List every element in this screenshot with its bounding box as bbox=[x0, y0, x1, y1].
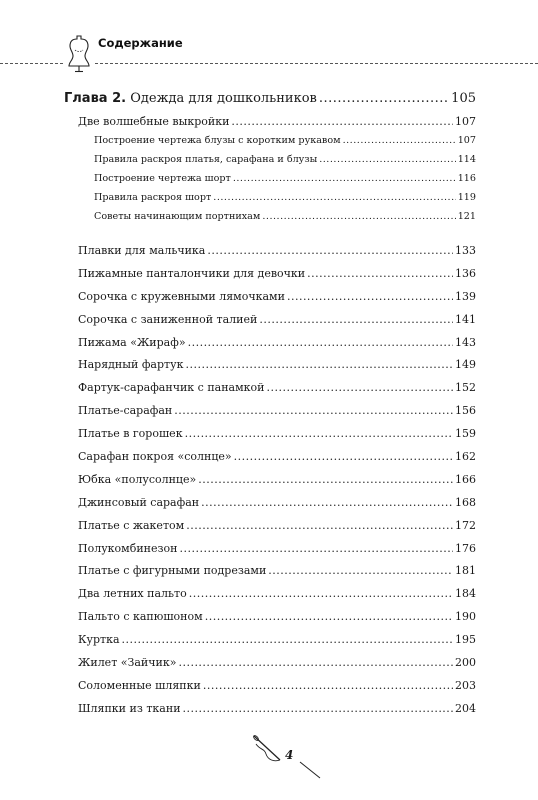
toc-entry bbox=[64, 332, 476, 355]
toc-page: 162 bbox=[455, 450, 476, 464]
dot-leader bbox=[179, 538, 453, 561]
toc-entry bbox=[64, 606, 476, 629]
toc-page: 156 bbox=[455, 404, 476, 418]
toc-entry bbox=[64, 492, 476, 515]
toc-page: 119 bbox=[457, 192, 476, 203]
dot-leader bbox=[185, 354, 453, 377]
toc-page: 176 bbox=[455, 541, 476, 555]
header-title: Содержание bbox=[98, 36, 183, 50]
toc-entry bbox=[64, 354, 476, 377]
dot-leader bbox=[231, 112, 453, 131]
toc-page: 121 bbox=[457, 211, 476, 222]
toc-entry bbox=[64, 652, 476, 675]
dot-leader bbox=[267, 377, 454, 400]
toc-entry bbox=[64, 560, 476, 583]
dot-leader bbox=[234, 446, 453, 469]
toc-page: 203 bbox=[455, 678, 476, 692]
toc-title: Правила раскроя платья, сарафана и блузы bbox=[94, 154, 318, 165]
toc-page: 141 bbox=[455, 312, 476, 326]
toc-page: 172 bbox=[455, 518, 476, 532]
toc-title: Плавки для мальчика bbox=[78, 244, 206, 257]
toc-entry bbox=[64, 583, 476, 606]
toc-page: 181 bbox=[455, 564, 476, 578]
toc-title: Платье-сарафан bbox=[78, 404, 173, 418]
toc-title: Платье с жакетом bbox=[78, 518, 185, 532]
toc-title: Джинсовый сарафан bbox=[78, 495, 200, 509]
toc-title: Построение чертежа шорт bbox=[94, 173, 231, 184]
toc-title: Платье с фигурными подрезами bbox=[78, 564, 267, 578]
running-header bbox=[0, 30, 538, 70]
toc-subsubsection bbox=[64, 150, 476, 169]
toc-page: 107 bbox=[455, 115, 476, 128]
chapter-page: 105 bbox=[451, 91, 476, 106]
toc-page: 200 bbox=[455, 656, 476, 670]
toc-subsection bbox=[64, 112, 476, 131]
toc-title: Сорочка с кружевными лямочками bbox=[78, 289, 285, 303]
toc-title: Куртка bbox=[78, 633, 120, 647]
toc-page: 190 bbox=[455, 610, 476, 624]
dot-leader bbox=[319, 86, 449, 112]
dot-leader bbox=[198, 469, 453, 492]
toc-title: Две волшебные выкройки bbox=[78, 115, 230, 128]
dot-leader bbox=[174, 400, 453, 423]
page-number: 4 bbox=[285, 748, 294, 762]
toc-title: Юбка «полусолнце» bbox=[78, 472, 197, 486]
dot-leader bbox=[122, 629, 453, 652]
dot-leader bbox=[203, 675, 453, 698]
toc-entry bbox=[64, 515, 476, 538]
toc-page: 204 bbox=[455, 701, 476, 715]
chapter-title: Одежда для дошкольников bbox=[130, 91, 317, 106]
toc-entry bbox=[64, 446, 476, 469]
toc-title: Пижамные панталончики для девочки bbox=[78, 266, 306, 280]
dot-leader bbox=[188, 332, 453, 355]
toc-title: Нарядный фартук bbox=[78, 358, 184, 372]
toc-title: Построение чертежа блузы с коротким рукавом bbox=[94, 135, 341, 146]
toc-entry bbox=[64, 469, 476, 492]
dot-leader bbox=[268, 560, 453, 583]
toc-title: Сарафан покроя «солнце» bbox=[78, 450, 232, 464]
toc-page: 184 bbox=[455, 587, 476, 601]
toc-page: 136 bbox=[455, 266, 476, 280]
toc-page: 107 bbox=[457, 135, 476, 146]
toc-subsubsection bbox=[64, 131, 476, 150]
toc-entry bbox=[64, 263, 476, 286]
dot-leader bbox=[201, 492, 453, 515]
toc-title: Соломенные шляпки bbox=[78, 678, 201, 692]
table-of-contents bbox=[64, 86, 476, 721]
toc-subsubsection bbox=[64, 207, 476, 226]
toc-page: 168 bbox=[455, 495, 476, 509]
toc-subsubsection bbox=[64, 169, 476, 188]
toc-chapter bbox=[64, 86, 476, 112]
toc-page: 149 bbox=[455, 358, 476, 372]
dot-leader bbox=[307, 263, 453, 286]
toc-page: 116 bbox=[457, 173, 476, 184]
toc-entry bbox=[64, 286, 476, 309]
mannequin-icon bbox=[64, 30, 94, 74]
dot-leader bbox=[213, 188, 455, 207]
dot-leader bbox=[178, 652, 453, 675]
toc-entry bbox=[64, 629, 476, 652]
toc-title: Правила раскроя шорт bbox=[94, 192, 212, 203]
toc-title: Полукомбинезон bbox=[78, 541, 178, 555]
dot-leader bbox=[205, 606, 453, 629]
toc-page: 152 bbox=[455, 381, 476, 395]
chapter-label: Глава 2. bbox=[64, 91, 127, 106]
toc-title: Шляпки из ткани bbox=[78, 701, 181, 715]
toc-entry bbox=[64, 309, 476, 332]
toc-title: Пальто с капюшоном bbox=[78, 610, 203, 624]
dot-leader bbox=[259, 309, 453, 332]
dot-leader bbox=[319, 150, 455, 169]
toc-title: Советы начинающим портнихам bbox=[94, 211, 261, 222]
dot-leader bbox=[183, 698, 453, 721]
dot-leader bbox=[186, 515, 453, 538]
dot-leader bbox=[189, 583, 453, 606]
toc-entry bbox=[64, 538, 476, 561]
toc-page: 139 bbox=[455, 289, 476, 303]
toc-entry bbox=[64, 423, 476, 446]
toc-entry bbox=[64, 240, 476, 263]
dot-leader bbox=[262, 207, 455, 226]
toc-title: Платье в горошек bbox=[78, 427, 183, 441]
toc-title: Жилет «Зайчик» bbox=[78, 656, 177, 670]
toc-subsubsection bbox=[64, 188, 476, 207]
toc-title: Два летних пальто bbox=[78, 587, 187, 601]
dot-leader bbox=[233, 169, 456, 188]
toc-title: Фартук-сарафанчик с панамкой bbox=[78, 381, 265, 395]
toc-page: 133 bbox=[455, 244, 476, 257]
toc-entry bbox=[64, 675, 476, 698]
dot-leader bbox=[185, 423, 453, 446]
toc-page: 195 bbox=[455, 633, 476, 647]
toc-entry bbox=[64, 377, 476, 400]
toc-entry bbox=[64, 698, 476, 721]
toc-page: 114 bbox=[457, 154, 476, 165]
dot-leader bbox=[343, 131, 456, 150]
toc-page: 159 bbox=[455, 427, 476, 441]
dot-leader bbox=[207, 240, 453, 263]
toc-title: Пижама «Жираф» bbox=[78, 335, 186, 349]
toc-page: 143 bbox=[455, 335, 476, 349]
toc-entry bbox=[64, 400, 476, 423]
toc-title: Сорочка с заниженной талией bbox=[78, 312, 258, 326]
toc-page: 166 bbox=[455, 472, 476, 486]
dot-leader bbox=[287, 286, 453, 309]
